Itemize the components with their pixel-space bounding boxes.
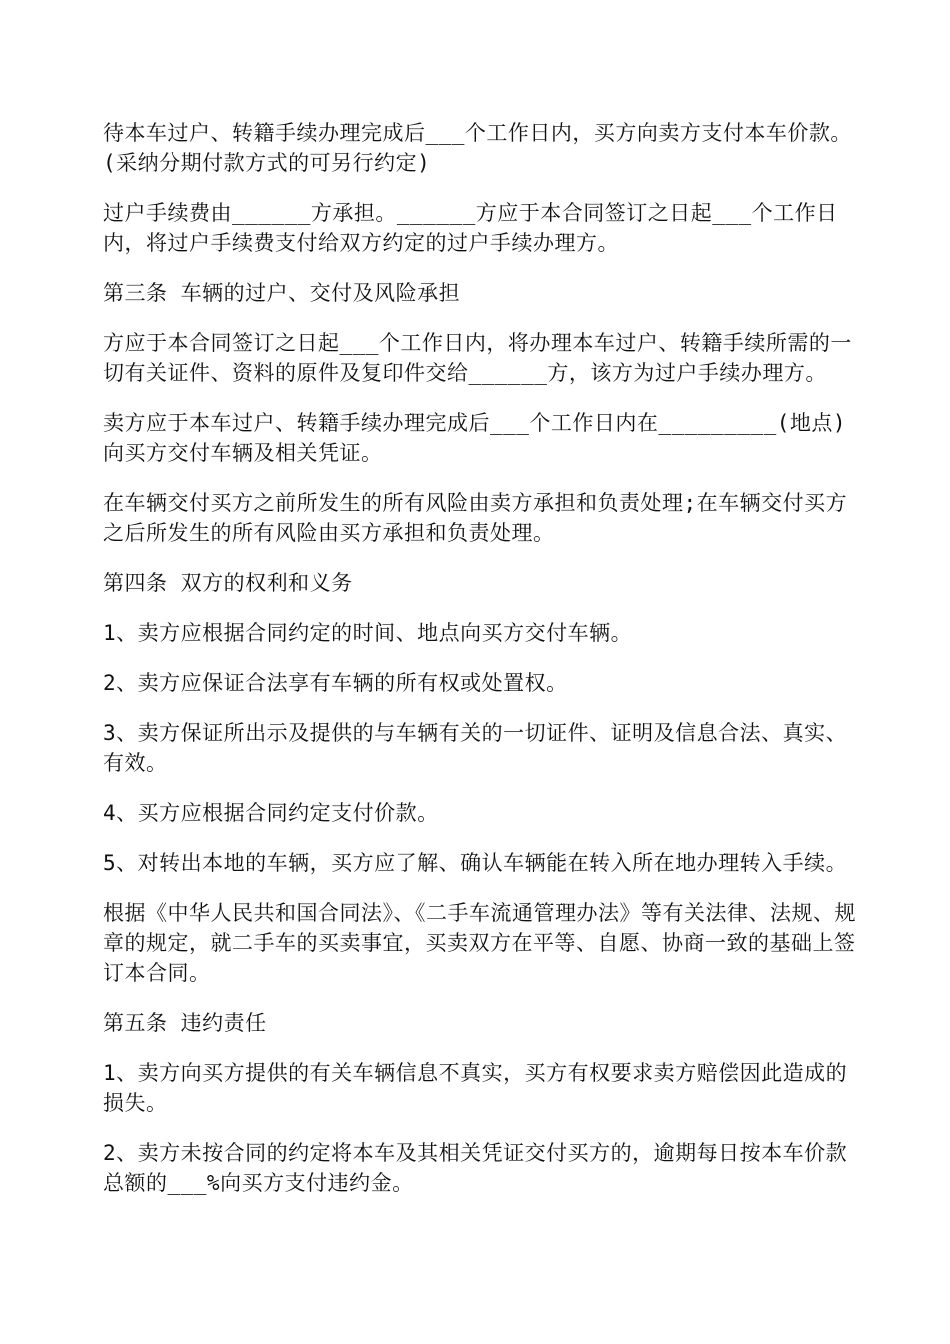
section-heading-article-3: 第三条 车辆的过户、交付及风险承担	[103, 281, 461, 305]
paragraph-transfer-fee: 过户手续费由______方承担。______方应于本合同签订之日起___个工作日内，将过户手续费支付给双方约定的过户手续办理方。	[103, 201, 838, 255]
list-item-false-info-liability: 1、卖方向买方提供的有关车辆信息不真实，买方有权要求卖方赔偿因此造成的损失。	[103, 1061, 848, 1115]
list-item-late-delivery-penalty: 2、卖方未按合同的约定将本车及其相关凭证交付买方的，逾期每日按本车价款总额的___%向买方支付违约金。	[103, 1141, 848, 1195]
list-item-seller-delivery: 1、卖方应根据合同约定的时间、地点向买方交付车辆。	[103, 621, 633, 645]
list-item-buyer-transfer-check: 5、对转出本地的车辆，买方应了解、确认车辆能在转入所在地办理转入手续。	[103, 851, 848, 875]
document-body	[103, 118, 863, 1218]
list-item-seller-documents: 3、卖方保证所出示及提供的与车辆有关的一切证件、证明及信息合法、真实、有效。	[103, 721, 848, 775]
paragraph-legal-basis: 根据《中华人民共和国合同法》、《二手车流通管理办法》等有关法律、法规、规章的规定，就二手车的买卖事宜，买卖双方在平等、自愿、协商一致的基础上签订本合同。	[103, 901, 856, 985]
paragraph-payment-timing: 待本车过户、转籍手续办理完成后___个工作日内，买方向卖方支付本车价款。(采纳分期付款方式的可另行约定)	[103, 121, 852, 175]
section-heading-article-5: 第五条 违约责任	[103, 1011, 267, 1035]
list-item-buyer-payment: 4、买方应根据合同约定支付价款。	[103, 801, 439, 825]
section-heading-article-4: 第四条 双方的权利和义务	[103, 571, 353, 595]
paragraph-vehicle-delivery: 卖方应于本车过户、转籍手续办理完成后___个工作日内在_________(地点)向买方交付车辆及相关凭证。	[103, 411, 847, 465]
paragraph-document-handover: 方应于本合同签订之日起___个工作日内，将办理本车过户、转籍手续所需的一切有关证件、资料的原件及复印件交给______方，该方为过户手续办理方。	[103, 331, 852, 385]
list-item-seller-ownership: 2、卖方应保证合法享有车辆的所有权或处置权。	[103, 671, 568, 695]
paragraph-risk-allocation: 在车辆交付买方之前所发生的所有风险由卖方承担和负责处理;在车辆交付买方之后所发生的所有风险由买方承担和负责处理。	[103, 491, 848, 545]
